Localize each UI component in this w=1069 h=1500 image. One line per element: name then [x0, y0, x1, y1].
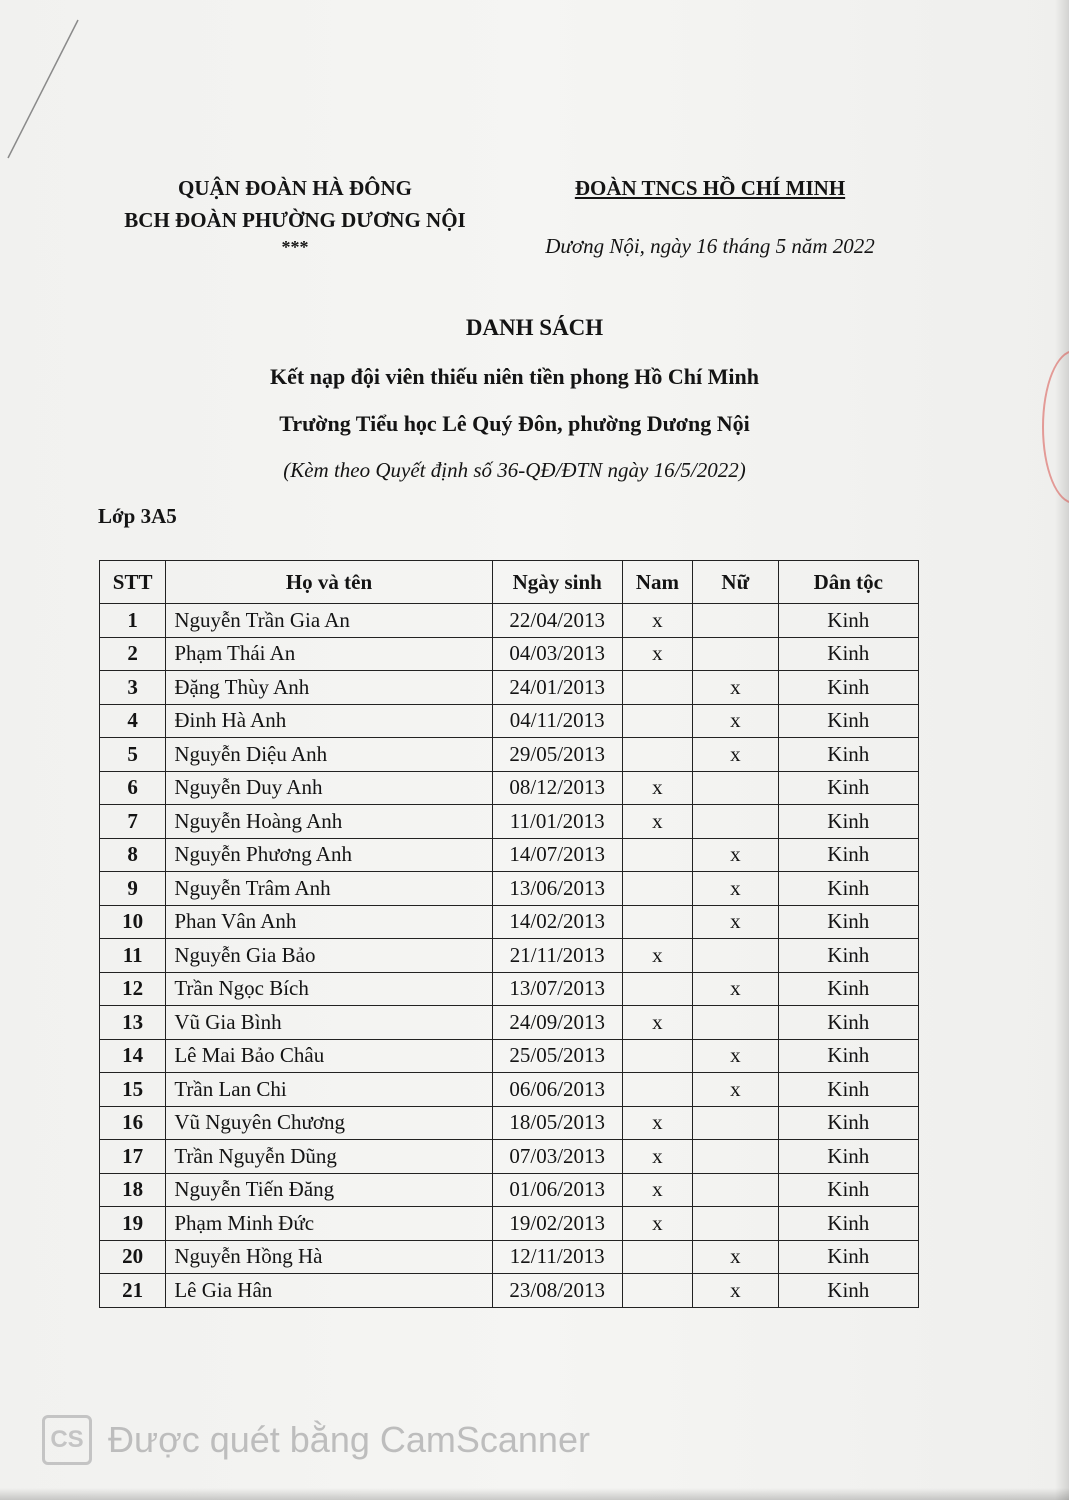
- cell-ethnicity: Kinh: [778, 738, 918, 772]
- cell-dob: 19/02/2013: [492, 1207, 622, 1241]
- cell-dob: 14/07/2013: [492, 838, 622, 872]
- cell-name: Phạm Thái An: [166, 637, 492, 671]
- table-row: [100, 671, 919, 705]
- page-bottom-shadow: [0, 1488, 1069, 1500]
- cell-name: Nguyễn Diệu Anh: [166, 738, 492, 772]
- cell-stt: 4: [100, 704, 166, 738]
- cell-ethnicity: Kinh: [778, 1006, 918, 1040]
- cell-name: Trần Nguyễn Dũng: [166, 1140, 492, 1174]
- cell-ethnicity: Kinh: [778, 1240, 918, 1274]
- cell-stt: 16: [100, 1106, 166, 1140]
- cell-female: [693, 1173, 778, 1207]
- cell-male: x: [622, 1106, 692, 1140]
- cell-male: [622, 671, 692, 705]
- cell-name: Nguyễn Gia Bảo: [166, 939, 492, 973]
- cell-dob: 06/06/2013: [492, 1073, 622, 1107]
- cell-ethnicity: Kinh: [778, 872, 918, 906]
- cell-name: Nguyễn Trần Gia An: [166, 604, 492, 638]
- cell-name: Lê Gia Hân: [166, 1274, 492, 1308]
- header-left: [80, 172, 510, 258]
- table-row: [100, 872, 919, 906]
- cell-ethnicity: Kinh: [778, 805, 918, 839]
- cell-male: x: [622, 604, 692, 638]
- cell-male: x: [622, 1140, 692, 1174]
- cell-male: [622, 1274, 692, 1308]
- cell-dob: 21/11/2013: [492, 939, 622, 973]
- cell-female: [693, 1140, 778, 1174]
- page-fold-line: [0, 0, 120, 160]
- cell-ethnicity: Kinh: [778, 704, 918, 738]
- cell-stt: 11: [100, 939, 166, 973]
- cell-female: [693, 1207, 778, 1241]
- table-row: [100, 771, 919, 805]
- cell-dob: 08/12/2013: [492, 771, 622, 805]
- page-edge-shadow: [1055, 0, 1069, 1500]
- table-row: [100, 1173, 919, 1207]
- cell-ethnicity: Kinh: [778, 1173, 918, 1207]
- cell-ethnicity: Kinh: [778, 1039, 918, 1073]
- cell-stt: 18: [100, 1173, 166, 1207]
- document-subtitle-2: Trường Tiểu học Lê Quý Đôn, phường Dương Nội: [279, 411, 750, 436]
- header-female: Nữ: [693, 561, 778, 604]
- cell-stt: 1: [100, 604, 166, 638]
- cell-dob: 18/05/2013: [492, 1106, 622, 1140]
- table-row: [100, 805, 919, 839]
- cell-female: x: [693, 704, 778, 738]
- cell-ethnicity: Kinh: [778, 939, 918, 973]
- cell-name: Vũ Gia Bình: [166, 1006, 492, 1040]
- cell-name: Phạm Minh Đức: [166, 1207, 492, 1241]
- cell-male: [622, 704, 692, 738]
- table-row: [100, 939, 919, 973]
- cell-ethnicity: Kinh: [778, 838, 918, 872]
- cell-name: Đinh Hà Anh: [166, 704, 492, 738]
- table-row: [100, 1106, 919, 1140]
- header-right: [520, 172, 900, 259]
- cell-female: x: [693, 1274, 778, 1308]
- cell-male: [622, 838, 692, 872]
- table-row: [100, 1073, 919, 1107]
- cell-male: [622, 738, 692, 772]
- cell-stt: 15: [100, 1073, 166, 1107]
- cell-dob: 14/02/2013: [492, 905, 622, 939]
- header-left-line2: BCH ĐOÀN PHƯỜNG DƯƠNG NỘI: [124, 208, 466, 232]
- cell-female: x: [693, 838, 778, 872]
- cell-stt: 14: [100, 1039, 166, 1073]
- cell-male: [622, 872, 692, 906]
- cell-male: [622, 905, 692, 939]
- cell-female: [693, 1006, 778, 1040]
- cell-name: Trần Ngọc Bích: [166, 972, 492, 1006]
- cell-dob: 04/11/2013: [492, 704, 622, 738]
- cell-stt: 12: [100, 972, 166, 1006]
- cell-ethnicity: Kinh: [778, 1106, 918, 1140]
- cell-female: [693, 1106, 778, 1140]
- cell-stt: 10: [100, 905, 166, 939]
- cell-stt: 20: [100, 1240, 166, 1274]
- cell-dob: 25/05/2013: [492, 1039, 622, 1073]
- cell-dob: 01/06/2013: [492, 1173, 622, 1207]
- table-row: [100, 704, 919, 738]
- cell-male: x: [622, 805, 692, 839]
- header-name: Họ và tên: [166, 561, 492, 604]
- cell-female: [693, 771, 778, 805]
- cell-stt: 7: [100, 805, 166, 839]
- cell-female: [693, 805, 778, 839]
- cell-female: x: [693, 972, 778, 1006]
- cell-name: Nguyễn Phương Anh: [166, 838, 492, 872]
- cell-male: x: [622, 1207, 692, 1241]
- cell-stt: 13: [100, 1006, 166, 1040]
- cell-female: x: [693, 1240, 778, 1274]
- cell-name: Trần Lan Chi: [166, 1073, 492, 1107]
- camscanner-watermark: [42, 1414, 590, 1466]
- cell-name: Nguyễn Duy Anh: [166, 771, 492, 805]
- header-right-org: ĐOÀN TNCS HỒ CHÍ MINH: [574, 176, 846, 200]
- cell-ethnicity: Kinh: [778, 1274, 918, 1308]
- cell-dob: 13/06/2013: [492, 872, 622, 906]
- table-row: [100, 604, 919, 638]
- document-subtitle-1: Kết nạp đội viên thiếu niên tiền phong Hồ Chí Minh: [270, 364, 759, 389]
- cell-name: Lê Mai Bảo Châu: [166, 1039, 492, 1073]
- cell-male: [622, 972, 692, 1006]
- cell-ethnicity: Kinh: [778, 972, 918, 1006]
- cell-stt: 6: [100, 771, 166, 805]
- cell-female: x: [693, 1073, 778, 1107]
- member-table: [99, 560, 919, 1308]
- cell-ethnicity: Kinh: [778, 1207, 918, 1241]
- cell-stt: 5: [100, 738, 166, 772]
- table-row: [100, 637, 919, 671]
- table-header-row: [100, 561, 919, 604]
- cell-name: Nguyễn Tiến Đăng: [166, 1173, 492, 1207]
- cell-dob: 29/05/2013: [492, 738, 622, 772]
- cell-stt: 9: [100, 872, 166, 906]
- cell-dob: 11/01/2013: [492, 805, 622, 839]
- cell-female: x: [693, 872, 778, 906]
- cell-male: [622, 1073, 692, 1107]
- header-left-line1: QUẬN ĐOÀN HÀ ĐÔNG: [178, 176, 412, 200]
- cell-name: Phan Vân Anh: [166, 905, 492, 939]
- header-male: Nam: [622, 561, 692, 604]
- table-row: [100, 738, 919, 772]
- cell-name: Vũ Nguyên Chương: [166, 1106, 492, 1140]
- cell-male: x: [622, 1006, 692, 1040]
- cell-stt: 17: [100, 1140, 166, 1174]
- cell-ethnicity: Kinh: [778, 771, 918, 805]
- cell-dob: 12/11/2013: [492, 1240, 622, 1274]
- cell-name: Nguyễn Hoàng Anh: [166, 805, 492, 839]
- cell-dob: 23/08/2013: [492, 1274, 622, 1308]
- cell-dob: 13/07/2013: [492, 972, 622, 1006]
- cell-name: Nguyễn Hồng Hà: [166, 1240, 492, 1274]
- cell-male: x: [622, 1173, 692, 1207]
- cell-ethnicity: Kinh: [778, 1140, 918, 1174]
- table-row: [100, 1274, 919, 1308]
- camscanner-logo-icon: CS: [42, 1415, 92, 1465]
- cell-female: x: [693, 905, 778, 939]
- document-date: Dương Nội, ngày 16 tháng 5 năm 2022: [545, 234, 875, 258]
- cell-dob: 24/09/2013: [492, 1006, 622, 1040]
- header-left-stars: ***: [281, 237, 309, 257]
- cell-name: Nguyễn Trâm Anh: [166, 872, 492, 906]
- cell-ethnicity: Kinh: [778, 905, 918, 939]
- cell-dob: 07/03/2013: [492, 1140, 622, 1174]
- table-row: [100, 1039, 919, 1073]
- cell-male: x: [622, 637, 692, 671]
- document-subtitle-3: (Kèm theo Quyết định số 36-QĐ/ĐTN ngày 16/5/2022): [283, 458, 746, 482]
- header-ethnicity: Dân tộc: [778, 561, 918, 604]
- table-row: [100, 1240, 919, 1274]
- table-row: [100, 1006, 919, 1040]
- cell-female: x: [693, 1039, 778, 1073]
- cell-female: [693, 637, 778, 671]
- cell-male: x: [622, 939, 692, 973]
- watermark-text: Được quét bằng CamScanner: [108, 1419, 590, 1460]
- cell-ethnicity: Kinh: [778, 1073, 918, 1107]
- cell-dob: 04/03/2013: [492, 637, 622, 671]
- table-row: [100, 972, 919, 1006]
- cell-female: [693, 939, 778, 973]
- cell-ethnicity: Kinh: [778, 637, 918, 671]
- cell-male: [622, 1039, 692, 1073]
- cell-stt: 3: [100, 671, 166, 705]
- cell-female: x: [693, 671, 778, 705]
- class-label: Lớp 3A5: [98, 504, 177, 528]
- cell-ethnicity: Kinh: [778, 671, 918, 705]
- header-dob: Ngày sinh: [492, 561, 622, 604]
- document-title: DANH SÁCH: [465, 315, 604, 340]
- cell-dob: 24/01/2013: [492, 671, 622, 705]
- table-row: [100, 1207, 919, 1241]
- cell-male: [622, 1240, 692, 1274]
- cell-female: [693, 604, 778, 638]
- cell-dob: 22/04/2013: [492, 604, 622, 638]
- cell-stt: 21: [100, 1274, 166, 1308]
- cell-name: Đặng Thùy Anh: [166, 671, 492, 705]
- cell-female: x: [693, 738, 778, 772]
- cell-stt: 2: [100, 637, 166, 671]
- cell-male: x: [622, 771, 692, 805]
- header-stt: STT: [100, 561, 166, 604]
- table-row: [100, 1140, 919, 1174]
- table-row: [100, 838, 919, 872]
- table-row: [100, 905, 919, 939]
- cell-stt: 19: [100, 1207, 166, 1241]
- cell-ethnicity: Kinh: [778, 604, 918, 638]
- cell-stt: 8: [100, 838, 166, 872]
